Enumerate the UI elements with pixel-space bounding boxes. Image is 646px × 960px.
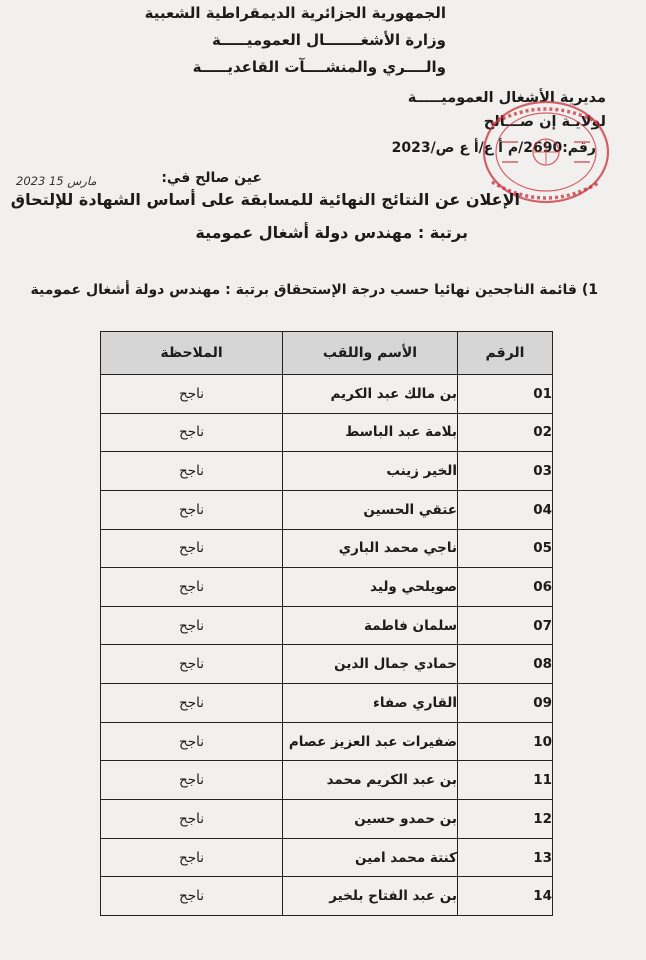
name-cell: بلامة عبد الباسط [283, 413, 458, 452]
note-cell: ناجح [101, 413, 283, 452]
note-cell: ناجح [101, 375, 283, 414]
ministry-name-line1: وزارة الأشغـــــــال العموميـــــة [212, 31, 446, 49]
rank-cell: 12 [458, 800, 553, 839]
note-cell: ناجح [101, 606, 283, 645]
announcement-subtitle: برتبة : مهندس دولة أشغال عمومية [195, 223, 468, 242]
table-row [101, 838, 553, 877]
rank-cell: 09 [458, 684, 553, 723]
table-row [101, 877, 553, 916]
name-cell: بن حمدو حسين [283, 800, 458, 839]
rank-cell: 06 [458, 568, 553, 607]
rank-cell: 04 [458, 490, 553, 529]
table-row [101, 375, 553, 414]
table-row [101, 645, 553, 684]
table-row [101, 800, 553, 839]
name-cell: ضفيرات عبد العزيز عصام [283, 722, 458, 761]
name-cell: كنتة محمد امين [283, 838, 458, 877]
name-cell: حمادي جمال الدين [283, 645, 458, 684]
table-row [101, 490, 553, 529]
name-cell: سلمان فاطمة [283, 606, 458, 645]
name-cell: صويلحي وليد [283, 568, 458, 607]
name-cell: عتقي الحسين [283, 490, 458, 529]
note-cell: ناجح [101, 722, 283, 761]
note-cell: ناجح [101, 761, 283, 800]
name-cell: الخير زينب [283, 452, 458, 491]
column-header-name: الأسم واللقب [283, 332, 458, 375]
table-row [101, 529, 553, 568]
announcement-title: الإعلان عن النتائج النهائية للمسابقة على أساس الشهادة للإلتحاق [10, 190, 520, 209]
ministry-header [144, 0, 446, 81]
note-cell: ناجح [101, 568, 283, 607]
rank-cell: 07 [458, 606, 553, 645]
note-cell: ناجح [101, 800, 283, 839]
rank-cell: 02 [458, 413, 553, 452]
rank-cell: 01 [458, 375, 553, 414]
rank-cell: 14 [458, 877, 553, 916]
table-body [101, 375, 553, 916]
note-cell: ناجح [101, 452, 283, 491]
results-table [100, 331, 553, 916]
rank-cell: 13 [458, 838, 553, 877]
name-cell: بن عبد الكريم محمد [283, 761, 458, 800]
rank-cell: 08 [458, 645, 553, 684]
republic-name: الجمهورية الجزائرية الديمقراطية الشعبية [144, 4, 446, 22]
table-row [101, 722, 553, 761]
table-row [101, 413, 553, 452]
province-name: لولايـة إن صـــالح [483, 114, 606, 130]
rank-cell: 03 [458, 452, 553, 491]
table-header-row [101, 332, 553, 375]
column-header-rank: الرقم [458, 332, 553, 375]
name-cell: ناجي محمد الباري [283, 529, 458, 568]
section-heading: 1) قائمة الناجحين نهائيا حسب درجة الإستحقاق برتبة : مهندس دولة أشغال عمومية [30, 282, 598, 298]
table-row [101, 606, 553, 645]
column-header-note: الملاحظة [101, 332, 283, 375]
name-cell: بن مالك عبد الكريم [283, 375, 458, 414]
note-cell: ناجح [101, 645, 283, 684]
document-date: 2023 مارس 15 [16, 174, 97, 188]
directorate-name: مديرية الأشغال العموميـــــة [407, 90, 606, 106]
note-cell: ناجح [101, 838, 283, 877]
name-cell: بن عبد الفتاح بلخير [283, 877, 458, 916]
table-row [101, 684, 553, 723]
note-cell: ناجح [101, 877, 283, 916]
table-row [101, 568, 553, 607]
note-cell: ناجح [101, 529, 283, 568]
ministry-name-line2: والــــري والمنشــــآت القاعديـــــة [192, 58, 446, 76]
table-row [101, 761, 553, 800]
reference-number: رقم:2690/م أ ع/أ ع ص/2023 [391, 140, 596, 156]
place-label: عين صالح في: [161, 170, 262, 186]
rank-cell: 11 [458, 761, 553, 800]
rank-cell: 05 [458, 529, 553, 568]
rank-cell: 10 [458, 722, 553, 761]
table-row [101, 452, 553, 491]
name-cell: القاري صفاء [283, 684, 458, 723]
note-cell: ناجح [101, 490, 283, 529]
note-cell: ناجح [101, 684, 283, 723]
